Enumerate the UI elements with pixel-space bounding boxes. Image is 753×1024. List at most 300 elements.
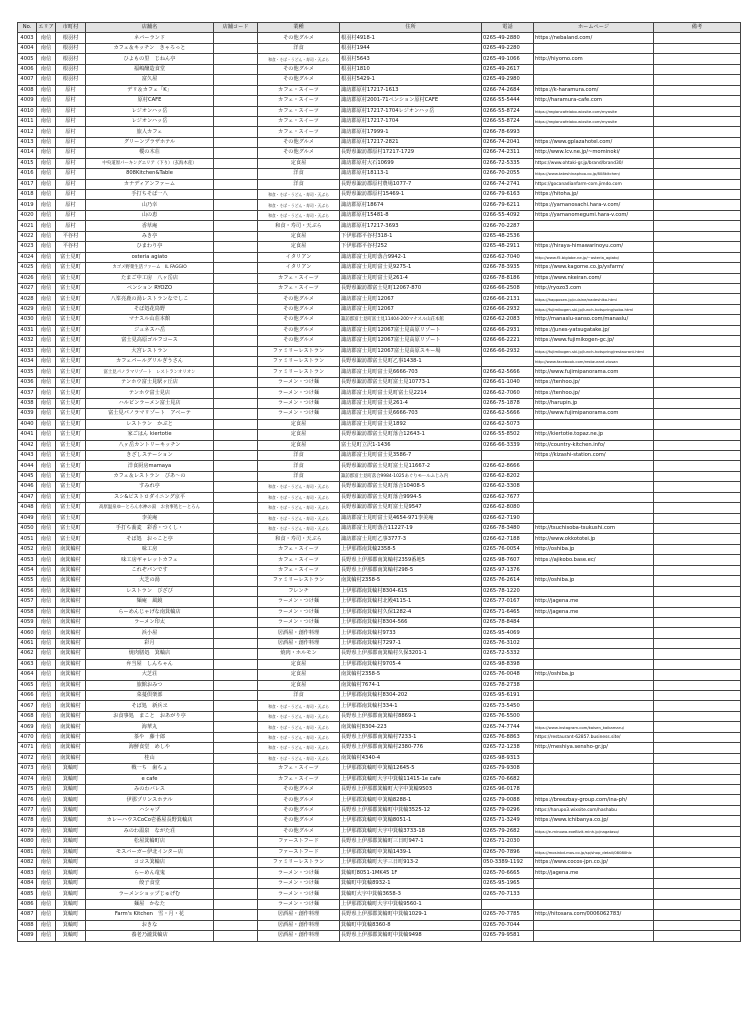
cell-phone: 0266-61-1040 [482,377,534,387]
cell-area: 南信 [37,847,56,857]
cell-notes [654,680,741,690]
cell-store-name: カナディアンファーム [86,179,214,189]
cell-address: 上伊那郡箕輪町中箕輪12645-5 [340,764,482,774]
cell-homepage[interactable]: http://country-kitchen.info/ [534,440,654,450]
cell-category: 洋食 [258,450,340,460]
cell-store-name: 高原温泉ゆーとろん水神の湯 お食事処とーとろん [86,503,214,513]
cell-area: 南信 [37,96,56,106]
cell-no: 4025 [18,263,37,273]
cell-store-code [214,837,258,847]
cell-homepage[interactable]: http://jagena.me [534,868,654,878]
cell-area: 南信 [37,638,56,648]
cell-homepage[interactable]: https://restaurant-62857.business.site/ [534,732,654,742]
cell-phone: 0266-55-5444 [482,96,534,106]
cell-area: 南信 [37,148,56,158]
cell-notes [654,565,741,575]
cell-category: 和食・そば・うどん・寿司・天ぷら [258,711,340,721]
cell-homepage[interactable]: https://nebaland.com/ [534,33,654,43]
cell-category: 和食・そば・うどん・寿司・天ぷら [258,503,340,513]
cell-category: 和食・そば・うどん・寿司・天ぷら [258,524,340,534]
cell-notes [654,336,741,346]
table-row [18,868,741,878]
cell-no: 4089 [18,931,37,941]
cell-homepage[interactable]: http://www.facebook.com/restaurant.ziusan [534,357,654,367]
table-row [18,586,741,596]
cell-homepage[interactable]: http://ryozo3.com [534,283,654,293]
cell-no: 4035 [18,367,37,377]
cell-homepage[interactable]: https://mosinbd.mos.co.jp/sp/shop_detail/08080hlc [534,847,654,857]
cell-homepage [534,617,654,627]
cell-municipality: 根羽村 [56,54,86,64]
cell-no: 4067 [18,701,37,711]
cell-store-name: 松屋箕輪町店 [86,837,214,847]
cell-no: 4059 [18,617,37,627]
cell-phone: 0265-70-7896 [482,847,534,857]
cell-address: 諏訪郡富士見町12067富士見高原リゾート [340,336,482,346]
cell-category: 居酒屋・創作料理 [258,628,340,638]
cell-notes [654,638,741,648]
cell-notes [654,889,741,899]
cell-homepage[interactable]: https://regioncafelabo.wixsite.com/myasite [534,116,654,126]
cell-notes [654,304,741,314]
header-municipality: 市町村 [56,23,86,33]
cell-store-name: グリーンプラザホテル [86,137,214,147]
cell-store-name: レストラン かぷと [86,419,214,429]
cell-store-code [214,638,258,648]
cell-homepage[interactable]: https://www.ohtaki-gr.jp/brand/brand30/ [534,158,654,168]
cell-no: 4088 [18,920,37,930]
cell-municipality: 南箕輪村 [56,628,86,638]
cell-address: 箕輪町大字中箕輪3658-3 [340,889,482,899]
cell-phone: 0266-62-2083 [482,315,534,325]
cell-store-name: 原村CAFE [86,96,214,106]
cell-phone: 0266-62-7040 [482,252,534,262]
cell-municipality: 箕輪町 [56,847,86,857]
cell-address: 上伊那郡南箕輪村334-1 [340,701,482,711]
table-row [18,774,741,784]
cell-no: 4007 [18,75,37,85]
table-row [18,743,741,753]
cell-area: 南信 [37,471,56,481]
cell-notes [654,169,741,179]
cell-municipality: 南箕輪村 [56,576,86,586]
table-row [18,732,741,742]
table-row [18,659,741,669]
cell-no: 4052 [18,544,37,554]
cell-area: 南信 [37,524,56,534]
cell-homepage[interactable]: http://oshiba.jp [534,544,654,554]
cell-phone: 0265-79-0296 [482,805,534,815]
cell-municipality: 原村 [56,137,86,147]
cell-homepage[interactable]: http://oshiba.jp [534,576,654,586]
cell-store-name: マナスル山荘本館 [86,315,214,325]
cell-phone: 0265-71-6465 [482,607,534,617]
cell-category: 和食・そば・うどん・寿司・天ぷら [258,482,340,492]
cell-homepage[interactable]: https://fujimikogen.ski.jp/lunch-hotspring/soba.html [534,304,654,314]
cell-municipality: 根羽村 [56,64,86,74]
table-row [18,795,741,805]
cell-homepage[interactable]: https://breezbay-group.com/ina-ph/ [534,795,654,805]
cell-municipality: 富士見町 [56,263,86,273]
table-row [18,910,741,920]
cell-area: 南信 [37,231,56,241]
cell-area: 南信 [37,931,56,941]
cell-phone: 0266-66-2932 [482,346,534,356]
cell-homepage[interactable]: https://www.kagome.co.jp/ysfarm/ [534,263,654,273]
cell-store-name: テンホウ富士見駅ヶ丘店 [86,377,214,387]
cell-homepage[interactable]: http://manaslu-sanso.com/manaslu/ [534,315,654,325]
cell-phone: 0265-79-9581 [482,931,534,941]
table-row [18,398,741,408]
cell-homepage[interactable]: http://harupin.jp [534,398,654,408]
cell-area: 南信 [37,75,56,85]
cell-phone: 0266-79-6211 [482,200,534,210]
table-row [18,346,741,356]
cell-area: 南信 [37,294,56,304]
cell-homepage[interactable]: http://hiyomo.com [534,54,654,64]
cell-homepage[interactable]: http://jagena.me [534,607,654,617]
cell-homepage [534,691,654,701]
cell-homepage[interactable]: https://www.nkeiran.com/ [534,273,654,283]
cell-area: 南信 [37,137,56,147]
cell-phone: 0265-73-5450 [482,701,534,711]
cell-store-code [214,127,258,137]
cell-category: ラーメン・つけ麺 [258,398,340,408]
cell-store-name: ココス箕輪店 [86,858,214,868]
cell-area: 南信 [37,64,56,74]
cell-area: 南信 [37,586,56,596]
cell-area: 南信 [37,805,56,815]
cell-no: 4083 [18,868,37,878]
cell-store-name: 山乃幸 [86,200,214,210]
cell-homepage[interactable]: https://gocanadianfarm-com.jimdo.com [534,179,654,189]
cell-store-code [214,419,258,429]
cell-store-name: レストラン びざび [86,586,214,596]
cell-municipality: 富士見町 [56,471,86,481]
cell-notes [654,346,741,356]
cell-no: 4081 [18,847,37,857]
cell-store-name: らーめんじゃげな南箕輪店 [86,607,214,617]
cell-homepage [534,127,654,137]
cell-homepage[interactable]: https://regioncafelabo.wixsite.com/myasite [534,106,654,116]
cell-homepage[interactable]: http://www.lcv.ne.jp/~mominoki/ [534,148,654,158]
cell-address: 長野県上伊那郡箕輪町大字中箕輪9503 [340,784,482,794]
cell-store-code [214,576,258,586]
table-row [18,242,741,252]
cell-homepage[interactable]: https://happosen.jp/cuisine/nadeshiko.html [534,294,654,304]
cell-no: 4038 [18,398,37,408]
cell-address: 長野県諏訪郡富士見町落合10408-5 [340,482,482,492]
cell-store-code [214,628,258,638]
cell-homepage[interactable]: https://kizashi-station.com/ [534,450,654,460]
cell-area: 南信 [37,680,56,690]
cell-homepage[interactable]: https://e-minowa.exeBizit.minh.jp/nagataso/ [534,826,654,836]
cell-no: 4017 [18,179,37,189]
cell-store-name: 麺屋 かなた [86,899,214,909]
cell-homepage[interactable]: http://www.okkototei.jp [534,534,654,544]
cell-homepage[interactable]: https://www.fujimikogen-gc.jp/ [534,336,654,346]
cell-address: 上伊那郡南箕輪村8304-566 [340,617,482,627]
cell-homepage[interactable]: https://yamanomegumi.hara-v.com/ [534,210,654,220]
cell-homepage[interactable]: http://haramura-cafe.com [534,96,654,106]
cell-area: 南信 [37,242,56,252]
cell-store-code [214,774,258,784]
cell-category: カフェ・スイーツ [258,106,340,116]
cell-area: 南信 [37,878,56,888]
cell-municipality: 南箕輪村 [56,691,86,701]
cell-phone: 0265-76-8863 [482,732,534,742]
cell-phone: 0265-78-2738 [482,680,534,690]
cell-category: 和食・そば・うどん・寿司・天ぷら [258,722,340,732]
cell-notes [654,503,741,513]
cell-municipality: 原村 [56,116,86,126]
cell-category: 焼肉・ホルモン [258,649,340,659]
cell-no: 4051 [18,534,37,544]
cell-municipality: 箕輪町 [56,920,86,930]
cell-phone: 0266-55-8502 [482,430,534,440]
cell-homepage[interactable]: https://yamanosachi.hara-v.com/ [534,200,654,210]
cell-store-name: 海鮮食堂 めしや [86,743,214,753]
cell-homepage[interactable]: https://www.ichibanya.co.jp/ [534,816,654,826]
cell-homepage [534,461,654,471]
cell-category: ファミリーレストラン [258,357,340,367]
cell-homepage[interactable]: https://www.tateshinaphoo.co.jp/808kitchen/ [534,169,654,179]
cell-no: 4031 [18,325,37,335]
cell-no: 4070 [18,732,37,742]
cell-notes [654,409,741,419]
table-row [18,388,741,398]
table-row [18,544,741,554]
store-list-sheet [17,22,741,942]
cell-store-code [214,430,258,440]
cell-store-name: そば処 新兵ヱ [86,701,214,711]
table-row [18,764,741,774]
cell-phone: 0265-79-0088 [482,795,534,805]
cell-store-name: みのわ温泉 ながた荘 [86,826,214,836]
cell-municipality: 箕輪町 [56,837,86,847]
cell-category: その他グルメ [258,795,340,805]
cell-homepage [534,565,654,575]
cell-store-code [214,617,258,627]
table-row [18,106,741,116]
cell-category: その他グルメ [258,33,340,43]
cell-no: 4018 [18,190,37,200]
cell-store-code [214,64,258,74]
cell-municipality: 富士見町 [56,440,86,450]
cell-store-code [214,357,258,367]
cell-no: 4079 [18,826,37,836]
table-row [18,837,741,847]
cell-category: その他グルメ [258,64,340,74]
cell-category: 定食屋 [258,659,340,669]
cell-municipality: 箕輪町 [56,931,86,941]
cell-municipality: 箕輪町 [56,816,86,826]
cell-homepage[interactable]: https://www.cocos-jpn.co.jp/ [534,858,654,868]
cell-address: 諏訪郡原村17217-3693 [340,221,482,231]
cell-homepage[interactable]: http://hitosara.com/0006062783/ [534,910,654,920]
cell-municipality: 原村 [56,200,86,210]
cell-store-code [214,513,258,523]
cell-homepage[interactable]: http://www.f5.biglobe.ne.jp/~osteria_agiato/ [534,252,654,262]
cell-no: 4027 [18,283,37,293]
table-row [18,64,741,74]
cell-homepage[interactable]: https://www.instagram.com/kaisen_kaikamaru/ [534,722,654,732]
cell-no: 4029 [18,304,37,314]
cell-notes [654,931,741,941]
cell-address: 上伊那郡箕輪町大字三日町913-2 [340,858,482,868]
cell-municipality: 原村 [56,221,86,231]
cell-no: 4026 [18,273,37,283]
cell-homepage[interactable]: http://www.fujimipanorama.com [534,409,654,419]
cell-municipality: 箕輪町 [56,784,86,794]
cell-no: 4014 [18,148,37,158]
cell-category: カフェ・スイーツ [258,544,340,554]
cell-homepage[interactable]: https://k-haramura.com/ [534,85,654,95]
cell-homepage[interactable]: http://kiertotie.topaz.ne.jp [534,430,654,440]
table-row [18,555,741,565]
cell-homepage[interactable]: https://ajikobo.base.ec/ [534,555,654,565]
cell-homepage[interactable]: https://junes-yatsugatake.jp/ [534,325,654,335]
cell-municipality: 箕輪町 [56,805,86,815]
cell-municipality: 富士見町 [56,409,86,419]
cell-address: 長野県諏訪郡富士見町乙事1438-1 [340,357,482,367]
cell-homepage [534,492,654,502]
cell-homepage[interactable]: http://tsuchisoba-tsukushi.com [534,524,654,534]
cell-area: 南信 [37,33,56,43]
cell-homepage[interactable]: https://www.gplazahotel.com/ [534,137,654,147]
cell-notes [654,659,741,669]
cell-notes [654,691,741,701]
cell-notes [654,586,741,596]
cell-address: 長野県諏訪郡富士見町富士見10773-1 [340,377,482,387]
cell-phone: 0265-48-2536 [482,231,534,241]
cell-category: ラーメン・つけ麺 [258,878,340,888]
cell-store-name: 伊那プリンスホテル [86,795,214,805]
cell-municipality: 根羽村 [56,75,86,85]
cell-phone: 0266-74-2311 [482,148,534,158]
cell-category: 定食屋 [258,670,340,680]
cell-address: 長野県上伊那郡南箕輪村298-5 [340,565,482,575]
cell-area: 南信 [37,158,56,168]
cell-phone: 0265-95-4069 [482,628,534,638]
cell-phone: 050-3389-1192 [482,858,534,868]
cell-no: 4066 [18,691,37,701]
cell-address: 上伊那郡箕輪町大字中箕輪3733-18 [340,826,482,836]
cell-address: 諏訪郡原村2001-71ペンション原村CAFE [340,96,482,106]
cell-area: 南信 [37,377,56,387]
cell-notes [654,826,741,836]
cell-store-name: カレーハウスCoCo壱番屋長野箕輪店 [86,816,214,826]
table-row [18,482,741,492]
cell-category: カフェ・スイーツ [258,774,340,784]
cell-phone: 0265-70-7133 [482,889,534,899]
cell-area: 南信 [37,492,56,502]
cell-store-code [214,649,258,659]
cell-category: その他グルメ [258,336,340,346]
cell-area: 南信 [37,826,56,836]
cell-store-name: カゴメ野菜生活ファーム IL FAGGIO [86,263,214,273]
cell-phone: 0265-98-8398 [482,659,534,669]
table-row [18,137,741,147]
table-row [18,753,741,763]
table-row [18,711,741,721]
cell-phone: 0266-66-2932 [482,304,534,314]
table-row [18,210,741,220]
cell-notes [654,106,741,116]
cell-store-name: そば処 おっこと亭 [86,534,214,544]
cell-address: 諏訪郡富士見町12067 [340,304,482,314]
cell-category: 和食・そば・うどん・寿司・天ぷら [258,210,340,220]
cell-no: 4043 [18,450,37,460]
cell-address: 長野県上伊那郡箕輪町中箕輪1029-1 [340,910,482,920]
cell-homepage[interactable]: http://www.fujimipanorama.com [534,367,654,377]
cell-store-name: 彩月 [86,638,214,648]
table-row [18,461,741,471]
cell-phone: 0266-62-5666 [482,409,534,419]
cell-category: ラーメン・つけ麺 [258,597,340,607]
cell-category: 和食・そば・うどん・寿司・天ぷら [258,732,340,742]
cell-homepage [534,837,654,847]
cell-homepage[interactable]: http://meshiya.sensho-gr.jp/ [534,743,654,753]
cell-homepage [534,680,654,690]
cell-category: 定食屋 [258,419,340,429]
cell-municipality: 原村 [56,210,86,220]
cell-no: 4058 [18,607,37,617]
cell-store-code [214,847,258,857]
cell-homepage[interactable]: https://hiraya-himawarinoyu.com/ [534,242,654,252]
cell-phone: 0265-76-0048 [482,670,534,680]
cell-municipality: 根羽村 [56,33,86,43]
cell-category: その他グルメ [258,784,340,794]
cell-area: 南信 [37,461,56,471]
cell-homepage[interactable]: https://tenhoo.jp/ [534,388,654,398]
cell-no: 4013 [18,137,37,147]
cell-store-name: ひまわり亭 [86,242,214,252]
cell-notes [654,816,741,826]
cell-municipality: 箕輪町 [56,858,86,868]
cell-category: カフェ・スイーツ [258,764,340,774]
cell-category: ファミリーレストラン [258,346,340,356]
cell-phone: 0266-74-2741 [482,179,534,189]
cell-municipality: 原村 [56,96,86,106]
cell-homepage[interactable]: http://oshiba.jp [534,670,654,680]
cell-phone: 0266-78-6993 [482,127,534,137]
cell-no: 4041 [18,430,37,440]
cell-phone: 0266-62-5666 [482,367,534,377]
cell-homepage[interactable]: http://jagena.me [534,597,654,607]
cell-homepage[interactable]: https://tenhoo.jp/ [534,377,654,387]
cell-notes [654,753,741,763]
cell-homepage[interactable]: https://harupo3.wixsite.com/hashabu [534,805,654,815]
cell-municipality: 南箕輪村 [56,711,86,721]
cell-category: カフェ・スイーツ [258,555,340,565]
cell-homepage[interactable]: https://fujimikogen.ski.jp/lunch-hotspring/restaurant.html [534,346,654,356]
cell-address: 根羽村1944 [340,43,482,53]
cell-homepage [534,659,654,669]
cell-address: 諏訪郡富士見町富士見261-4 [340,398,482,408]
cell-phone: 0265-76-5500 [482,711,534,721]
cell-area: 南信 [37,597,56,607]
table-row [18,524,741,534]
cell-notes [654,847,741,857]
cell-category: カフェ・スイーツ [258,565,340,575]
table-row [18,158,741,168]
cell-no: 4032 [18,336,37,346]
cell-area: 南信 [37,565,56,575]
cell-phone: 0265-76-3102 [482,638,534,648]
cell-area: 南信 [37,503,56,513]
cell-homepage[interactable]: https://hitoha.jp/ [534,190,654,200]
